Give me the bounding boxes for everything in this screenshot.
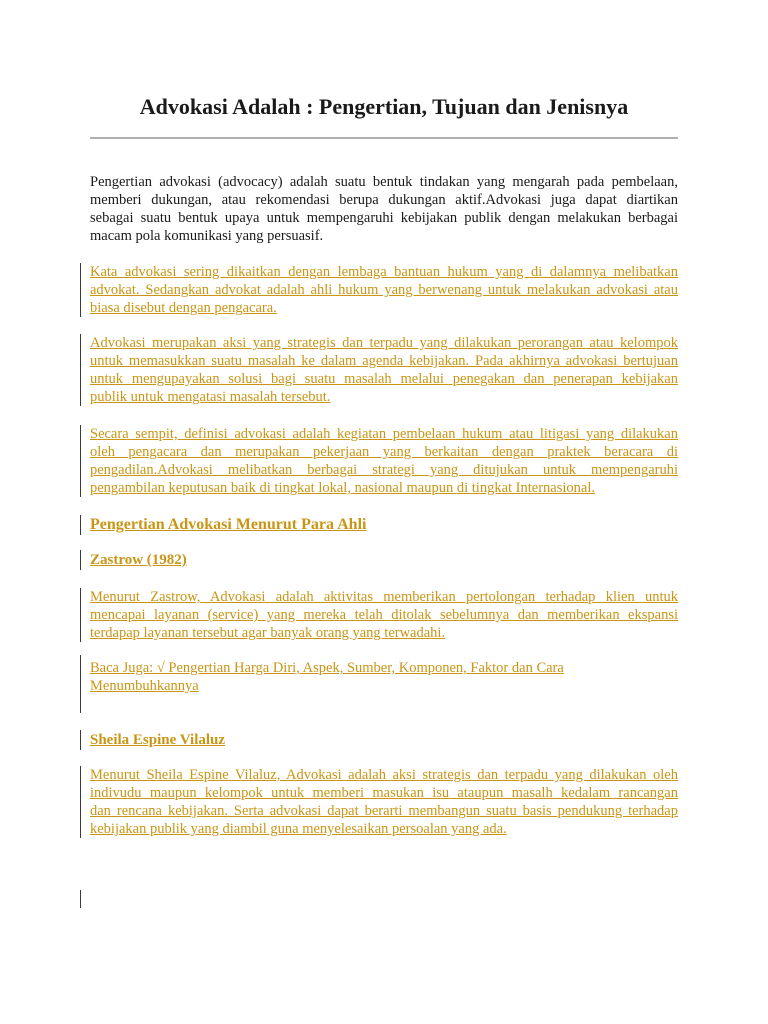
section-heading: Pengertian Advokasi Menurut Para Ahli xyxy=(80,515,678,535)
text-line: untuk memasukkan suatu masalah ke dalam agenda kebijakan. Pada akhirnya advokasi bertujuan xyxy=(90,353,678,369)
expert-definition-zastrow xyxy=(80,588,678,642)
text-line: publik untuk mengatasi masalah tersebut. xyxy=(90,389,331,405)
text-line: Pengertian advokasi (advocacy) adalah suatu bentuk tindakan yang mengarah pada pembelaan, xyxy=(90,174,678,190)
text-line: terdapap layanan tersebut agar banyak orang yang terwadahi. xyxy=(90,625,446,641)
read-also-link[interactable] xyxy=(80,655,678,713)
text-line: macam pola komunikasi yang persuasif. xyxy=(90,228,324,244)
expert-heading-zastrow: Zastrow (1982) xyxy=(80,550,678,570)
text-line: pengambilan keputusan baik di tingkat lokal, nasional maupun di tingkat Internasional. xyxy=(90,480,595,496)
text-line: kebijakan publik yang diambil guna menyelesaikan persoalan yang ada. xyxy=(90,821,507,837)
text-line: mencapai layanan (service) yang mereka telah ditolak sebelumnya dan memberikan ekspansi xyxy=(90,607,678,623)
text-line: memberi dukungan, atau rekomendasi berupa dukungan aktif.Advokasi juga dapat diartikan xyxy=(90,192,678,208)
text-line: Advokasi merupakan aksi yang strategis dan terpadu yang dilakukan perorangan atau kelompok xyxy=(90,335,678,351)
intro-paragraph xyxy=(90,173,678,245)
expert-definition-sheila xyxy=(80,766,678,838)
document-title: Advokasi Adalah : Pengertian, Tujuan dan Jenisnya xyxy=(139,94,629,119)
text-line: advokat. Sedangkan advokat adalah ahli hukum yang berwenang untuk melakukan advokasi atau xyxy=(90,282,678,298)
text-line: indivudu maupun kelompok untuk memberi masukan isu ataupun masalh kedalam rancangan xyxy=(90,785,678,801)
empty-quote-bar xyxy=(80,890,81,908)
text-line: dan rencana kebijakan. Serta advokasi dapat berarti membangun suatu basis pendukung terhadap xyxy=(90,803,678,819)
text-line: sebagai suatu bentuk upaya untuk mempengaruhi kebijakan publik dengan melakukan berbagai xyxy=(90,210,678,226)
title-divider xyxy=(90,137,678,139)
quote-paragraph-2 xyxy=(80,334,678,406)
text-line: Menurut Zastrow, Advokasi adalah aktivitas memberikan pertolongan terhadap klien untuk xyxy=(90,589,678,605)
text-line[interactable]: Baca Juga: √ Pengertian Harga Diri, Aspek, Sumber, Komponen, Faktor dan Cara xyxy=(90,660,564,676)
text-line: biasa disebut dengan pengacara. xyxy=(90,300,277,316)
text-line: untuk mengupayakan solusi bagi suatu masalah melalui penegakan dan penerapan kebijakan xyxy=(90,371,678,387)
quote-paragraph-1 xyxy=(80,263,678,317)
quote-paragraph-3 xyxy=(80,425,678,497)
text-line: Menurut Sheila Espine Vilaluz, Advokasi adalah aksi strategis dan terpadu yang dilakukan oleh xyxy=(90,767,678,783)
text-line: Secara sempit, definisi advokasi adalah kegiatan pembelaan hukum atau litigasi yang dilakukan xyxy=(90,426,678,442)
text-line: pengadilan.Advokasi melibatkan berbagai strategi yang ditujukan untuk mempengaruhi xyxy=(90,462,678,478)
expert-heading-sheila: Sheila Espine Vilaluz xyxy=(80,730,678,750)
text-line: Kata advokasi sering dikaitkan dengan lembaga bantuan hukum yang di dalamnya melibatkan xyxy=(90,264,678,280)
text-line[interactable]: Menumbuhkannya xyxy=(90,678,199,694)
text-line: oleh pengacara dan merupakan pekerjaan yang berkaitan dengan praktek beracara di xyxy=(90,444,678,460)
